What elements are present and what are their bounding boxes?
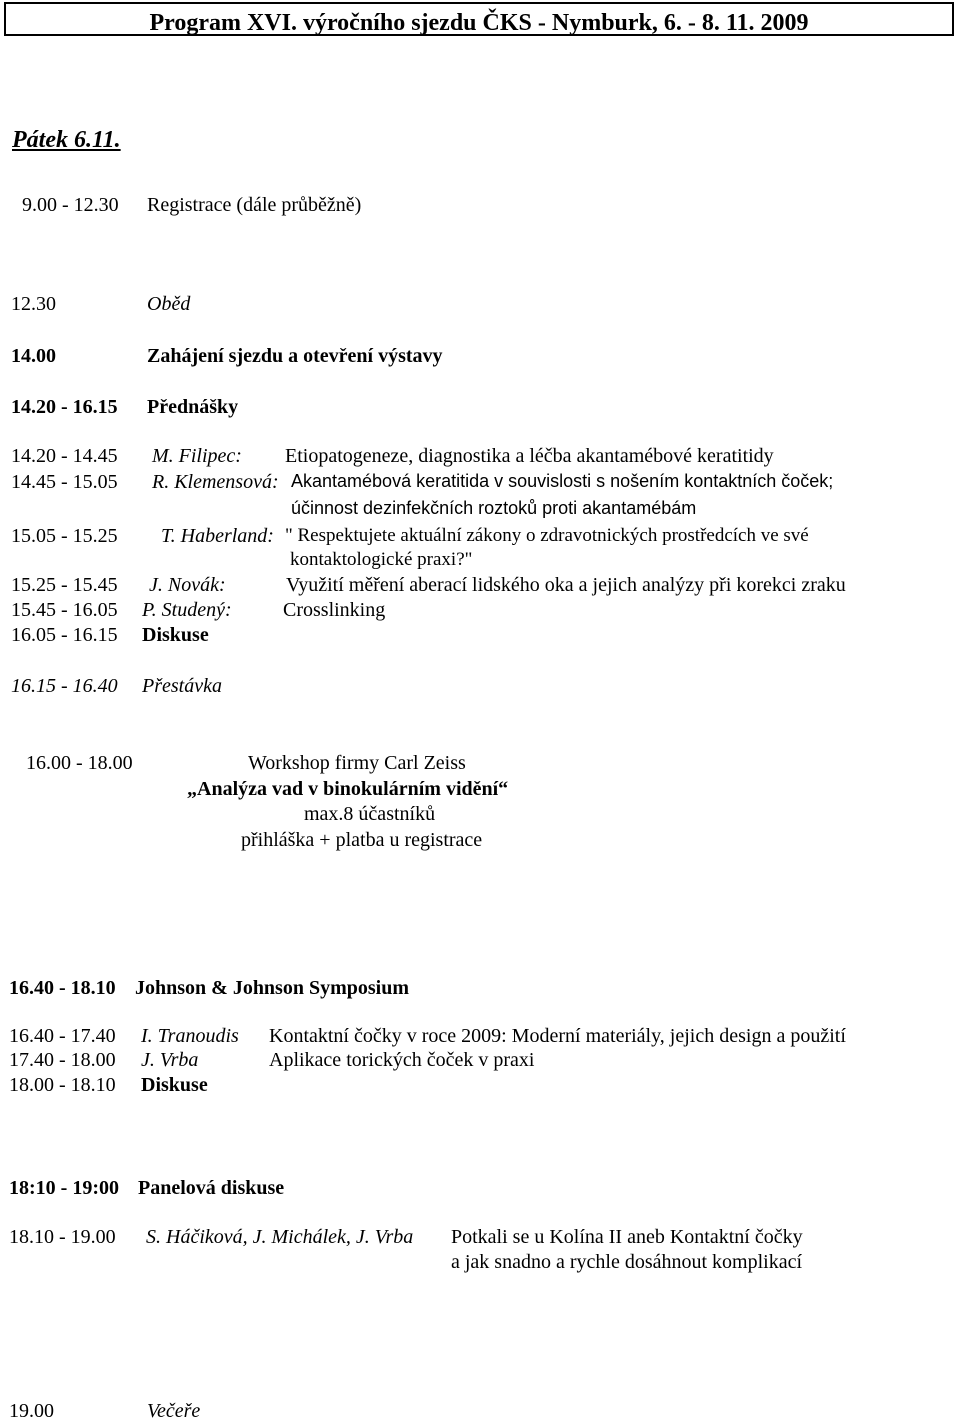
klemensova-time: 14.45 - 15.05	[11, 471, 118, 493]
opening-time: 14.00	[11, 345, 56, 367]
page-title: Program XVI. výročního sjezdu ČKS - Nymburk, 6. - 8. 11. 2009	[149, 10, 809, 36]
novak-text: Využití měření aberací lidského oka a jejich analýzy při korekci zraku	[286, 574, 846, 596]
studeny-text: Crosslinking	[283, 599, 386, 621]
registration-time: 9.00 - 12.30	[22, 194, 119, 216]
tranoudis-text: Kontaktní čočky v roce 2009: Moderní materiály, jejich design a použití	[269, 1025, 846, 1047]
studeny-time: 15.45 - 16.05	[11, 599, 118, 621]
break-time: 16.15 - 16.40	[11, 675, 118, 697]
haberland-time: 15.05 - 15.25	[11, 525, 118, 547]
lectures-text: Přednášky	[147, 396, 239, 418]
haberland-text-1: " Respektujete aktuální zákony o zdravotnických prostředcích ve své	[285, 525, 809, 546]
lunch-time: 12.30	[11, 293, 56, 315]
vrba-text: Aplikace torických čoček v praxi	[269, 1049, 535, 1071]
workshop-subtitle: „Analýza vad v binokulárním vidění“	[187, 778, 509, 800]
panel-time: 18.10 - 19.00	[9, 1226, 116, 1248]
workshop-time: 16.00 - 18.00	[26, 752, 133, 774]
panel-header-time: 18:10 - 19:00	[9, 1177, 119, 1199]
panel-speakers: S. Háčiková, J. Michálek, J. Vrba	[146, 1226, 414, 1248]
discussion1-time: 16.05 - 16.15	[11, 624, 118, 646]
panel-text-2: a jak snadno a rychle dosáhnout komplikací	[451, 1251, 803, 1273]
title-box	[4, 2, 954, 36]
klemensova-text-1: Akantamébová keratitida v souvislosti s nošením kontaktních čoček;	[291, 471, 834, 491]
workshop-title: Workshop firmy Carl Zeiss	[248, 752, 466, 774]
opening-text: Zahájení sjezdu a otevření výstavy	[147, 345, 443, 367]
break-text: Přestávka	[142, 675, 222, 697]
workshop-capacity: max.8 účastníků	[304, 803, 436, 825]
lectures-time: 14.20 - 16.15	[11, 396, 118, 418]
tranoudis-time: 16.40 - 17.40	[9, 1025, 116, 1047]
filipec-text: Etiopatogeneze, diagnostika a léčba akantamébové keratitidy	[285, 445, 774, 467]
dinner-time: 19.00	[9, 1400, 54, 1422]
studeny-speaker: P. Studený:	[142, 599, 232, 621]
registration-text: Registrace (dále průběžně)	[147, 194, 362, 216]
klemensova-speaker: R. Klemensová:	[152, 471, 279, 493]
day-heading: Pátek 6.11.	[12, 127, 121, 153]
symposium-header-time: 16.40 - 18.10	[9, 977, 116, 999]
symposium-discussion-time: 18.00 - 18.10	[9, 1074, 116, 1096]
haberland-text-2: kontaktologické praxi?"	[290, 549, 473, 570]
novak-speaker: J. Novák:	[149, 574, 226, 596]
filipec-time: 14.20 - 14.45	[11, 445, 118, 467]
tranoudis-speaker: I. Tranoudis	[141, 1025, 239, 1047]
symposium-discussion-text: Diskuse	[141, 1074, 208, 1096]
dinner-text: Večeře	[147, 1400, 201, 1422]
filipec-speaker: M. Filipec:	[152, 445, 242, 467]
haberland-speaker: T. Haberland:	[161, 525, 274, 547]
lunch-text: Oběd	[147, 293, 191, 315]
klemensova-text-2: účinnost dezinfekčních roztoků proti akantamébám	[291, 498, 697, 518]
vrba-speaker: J. Vrba	[141, 1049, 199, 1071]
symposium-header-text: Johnson & Johnson Symposium	[135, 977, 409, 999]
panel-text-1: Potkali se u Kolína II aneb Kontaktní čočky	[451, 1226, 803, 1248]
novak-time: 15.25 - 15.45	[11, 574, 118, 596]
discussion1-text: Diskuse	[142, 624, 209, 646]
vrba-time: 17.40 - 18.00	[9, 1049, 116, 1071]
workshop-note: přihláška + platba u registrace	[241, 829, 483, 851]
panel-header-text: Panelová diskuse	[138, 1177, 285, 1199]
